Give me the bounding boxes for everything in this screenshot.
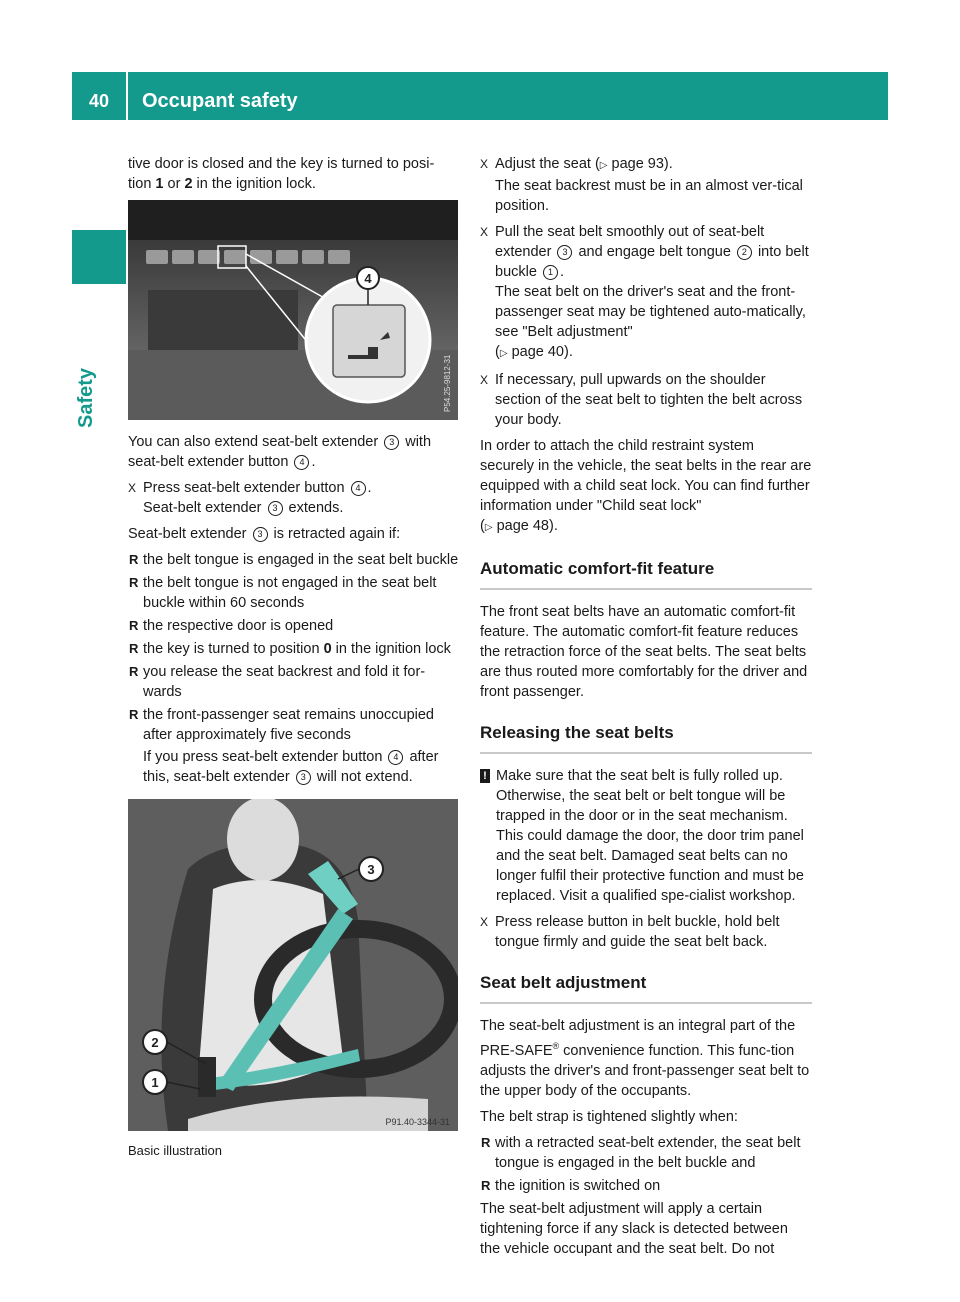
step-arrow-icon: X <box>480 373 489 387</box>
comfort-fit-paragraph: The front seat belts have an automatic comfort-fit feature. The automatic comfort-fit feature reduces the retraction force of the seat belts. The seat belts are thus routed more comfortably for the driver and front passenger. <box>480 604 808 700</box>
list-item: R the front-passenger seat remains unoccupied after approximately five seconds If you press seat-belt extender button 4 after this, seat-belt extender 3 will not extend. <box>128 705 460 787</box>
list-item: R the belt tongue is not engaged in the seat belt buckle within 60 seconds <box>129 575 437 611</box>
seat-belt-illustration <box>128 799 458 1131</box>
section-heading-comfort-fit: Automatic comfort-fit feature <box>480 558 812 590</box>
right-column <box>480 154 812 1265</box>
bullet-icon: R <box>481 1134 491 1150</box>
section-heading-adjustment: Seat belt adjustment <box>480 972 812 1004</box>
retract-paragraph: Seat-belt extender 3 is retracted again if: <box>128 526 401 542</box>
header-divider <box>126 72 128 120</box>
bullet-icon: R <box>481 1177 491 1193</box>
bullet-icon: R <box>129 575 139 590</box>
callout-1: 1 <box>151 1075 159 1090</box>
list-item: R the ignition is switched on <box>481 1177 661 1194</box>
page-ref-icon: ▷ <box>484 522 493 533</box>
intro-paragraph: tive door is closed and the key is turned to posi- tion 1 or 2 in the ignition lock. <box>128 156 435 192</box>
photo-code: P91.40-3344-31 <box>385 1117 450 1127</box>
callout-ref-3: 3 <box>384 435 399 450</box>
callout-ref-4: 4 <box>294 455 309 470</box>
warning-icon: ! <box>480 769 490 783</box>
page-number: 40 <box>88 91 110 111</box>
left-column <box>128 154 460 1161</box>
child-restraint-paragraph: In order to attach the child restraint system securely in the vehicle, the seat belts in the rear are equipped with a child seat lock. You can find further information under "Child seat lock" (▷ page 48). <box>480 438 812 534</box>
list-item: R the belt tongue is engaged in the seat belt buckle <box>129 552 459 568</box>
callout-3: 3 <box>367 862 375 877</box>
bullet-icon: R <box>129 552 139 567</box>
adjustment-paragraph: The seat-belt adjustment is an integral part of the PRE-SAFE® convenience function. This func-tion adjusts the driver's and front-passenger seat belt to the upper body of the occupants. <box>480 1018 810 1099</box>
side-section-label: Safety <box>75 367 97 428</box>
bullet-icon: R <box>129 618 139 633</box>
list-item: R the respective door is opened <box>129 618 334 634</box>
section-heading-releasing: Releasing the seat belts <box>480 722 812 754</box>
page-ref-icon: ▷ <box>599 160 608 171</box>
step-press-release: X Press release button in belt buckle, hold belt tongue firmly and guide the seat belt back. <box>480 914 780 950</box>
list-item: R you release the seat backrest and fold it for-wards <box>129 664 426 700</box>
page-ref-icon: ▷ <box>499 348 508 359</box>
step-arrow-icon: X <box>480 225 489 239</box>
extender-note: If you press seat-belt extender button 4 after this, seat-belt extender 3 will not extend. <box>143 749 439 785</box>
step-press-extender: X Press seat-belt extender button 4 . Seat-belt extender 3 extends. <box>128 480 372 516</box>
step-arrow-icon: X <box>480 157 489 171</box>
tightening-force-paragraph: The seat-belt adjustment will apply a certain tightening force if any slack is detected between the vehicle occupant and the seat belt. Do not <box>480 1200 788 1257</box>
step-adjust-seat: X Adjust the seat (▷ page 93). The seat backrest must be in an almost ver-tical position. <box>480 156 803 214</box>
photo-code: P54.25-9812-31 <box>443 354 452 412</box>
tightened-paragraph: The belt strap is tightened slightly when: <box>480 1108 738 1125</box>
bullet-icon: R <box>129 641 139 656</box>
bullet-icon: R <box>129 664 139 679</box>
warning-note: ! Make sure that the seat belt is fully rolled up. Otherwise, the seat belt or belt tongue will be trapped in the door or in the seat mechanism. This could damage the door, the door trim panel and the seat belt. Damaged seat belts can no longer fulfil their protective function and must be replaced. Visit a qualified spe-cialist workshop. <box>480 766 812 906</box>
step-pull-belt: X Pull the seat belt smoothly out of seat-belt extender 3 and engage belt tongue 2 into belt buckle 1 . The seat belt on the driver's seat and the front-passenger seat may be tightened auto-matically, see "Belt adjustment" (▷ page 40). <box>480 224 809 360</box>
list-item: R with a retracted seat-belt extender, the seat belt tongue is engaged in the belt buckle and <box>481 1134 801 1171</box>
page-ref-link[interactable]: page 93). <box>611 156 673 172</box>
page-ref-link[interactable]: page 40). <box>511 344 573 360</box>
figure-caption: Basic illustration <box>128 1143 222 1158</box>
list-item: R the key is turned to position 0 in the ignition lock <box>129 641 451 657</box>
side-tab-block <box>72 230 126 284</box>
page-title: Occupant safety <box>142 90 298 112</box>
step-pull-shoulder: X If necessary, pull upwards on the shoulder section of the seat belt to tighten the belt across your body. <box>480 372 803 428</box>
extender-paragraph: You can also extend seat-belt extender 3 with seat-belt extender button 4 . <box>128 434 432 470</box>
bullet-icon: R <box>129 707 139 722</box>
page-ref-link[interactable]: page 48). <box>496 518 558 534</box>
step-arrow-icon: X <box>480 915 489 929</box>
step-arrow-icon: X <box>128 481 137 495</box>
extender-button-photo <box>128 200 458 420</box>
callout-2: 2 <box>151 1035 159 1050</box>
callout-4: 4 <box>364 271 372 286</box>
